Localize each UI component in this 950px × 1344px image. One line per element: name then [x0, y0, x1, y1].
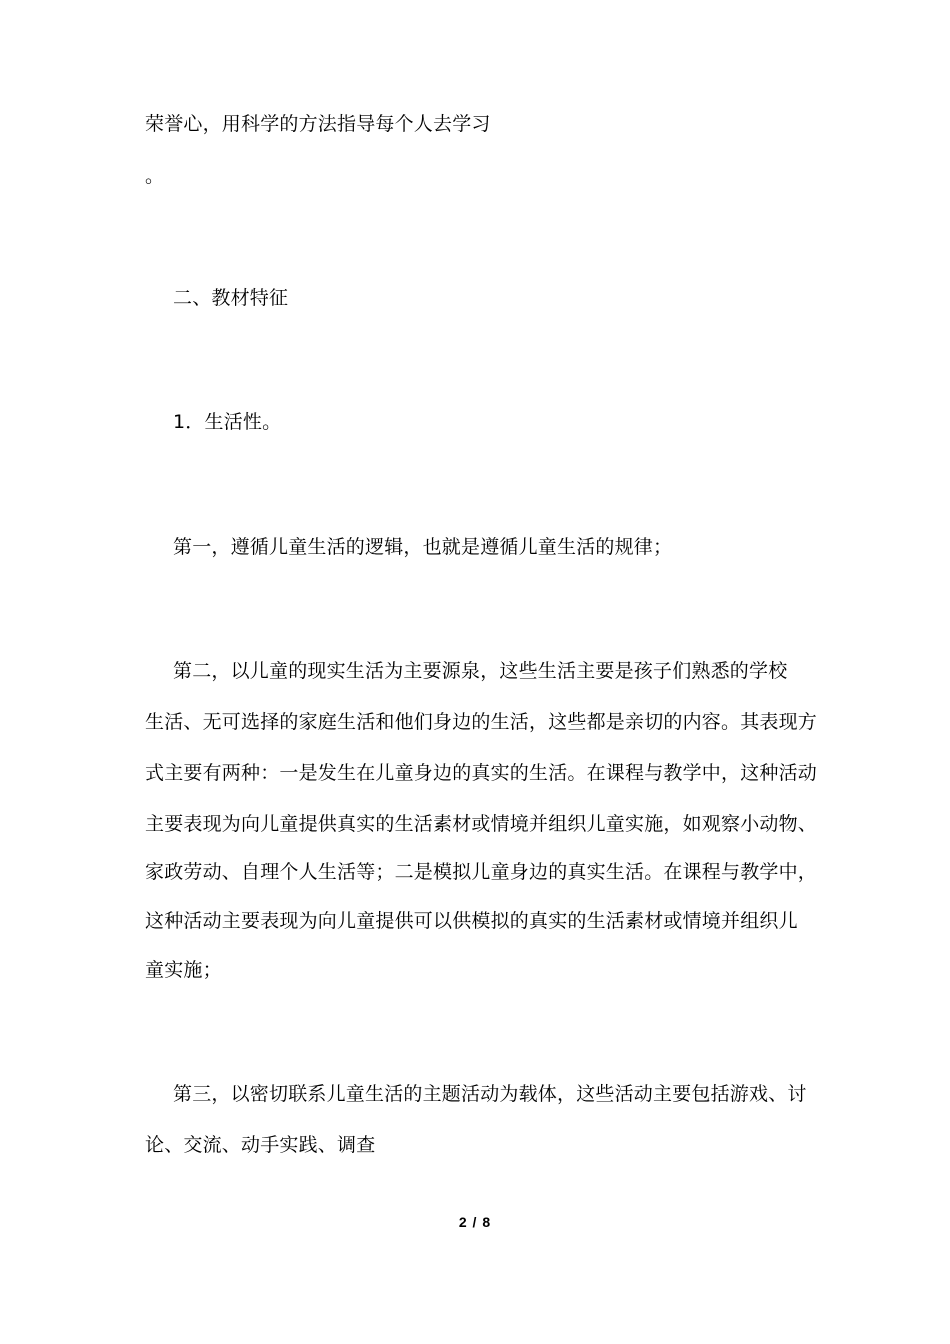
- paragraph-second-line: 主要表现为向儿童提供真实的生活素材或情境并组织儿童实施，如观察小动物、: [145, 813, 818, 835]
- paragraph-third-line: 第三，以密切联系儿童生活的主题活动为载体，这些活动主要包括游戏、讨: [173, 1083, 807, 1105]
- text-line: 。: [145, 165, 165, 187]
- subsection-heading: 1．生活性。: [173, 411, 282, 433]
- page-number: 2 / 8: [458, 1214, 492, 1230]
- paragraph-second-line: 童实施；: [145, 959, 222, 981]
- section-heading: 二、教材特征: [173, 287, 289, 309]
- paragraph-second-line: 生活、无可选择的家庭生活和他们身边的生活，这些都是亲切的内容。其表现方: [145, 711, 818, 733]
- paragraph-second-line: 这种活动主要表现为向儿童提供可以供模拟的真实的生活素材或情境并组织儿: [145, 910, 798, 932]
- text-line: 荣誉心，用科学的方法指导每个人去学习: [145, 113, 491, 135]
- paragraph-second-line: 式主要有两种：一是发生在儿童身边的真实的生活。在课程与教学中，这种活动: [145, 762, 818, 784]
- paragraph-second-line: 第二，以儿童的现实生活为主要源泉，这些生活主要是孩子们熟悉的学校: [173, 660, 788, 682]
- paragraph-first: 第一，遵循儿童生活的逻辑，也就是遵循儿童生活的规律；: [173, 536, 673, 558]
- paragraph-third-line: 论、交流、动手实践、调查: [145, 1134, 376, 1156]
- paragraph-second-line: 家政劳动、自理个人生活等；二是模拟儿童身边的真实生活。在课程与教学中，: [145, 861, 818, 883]
